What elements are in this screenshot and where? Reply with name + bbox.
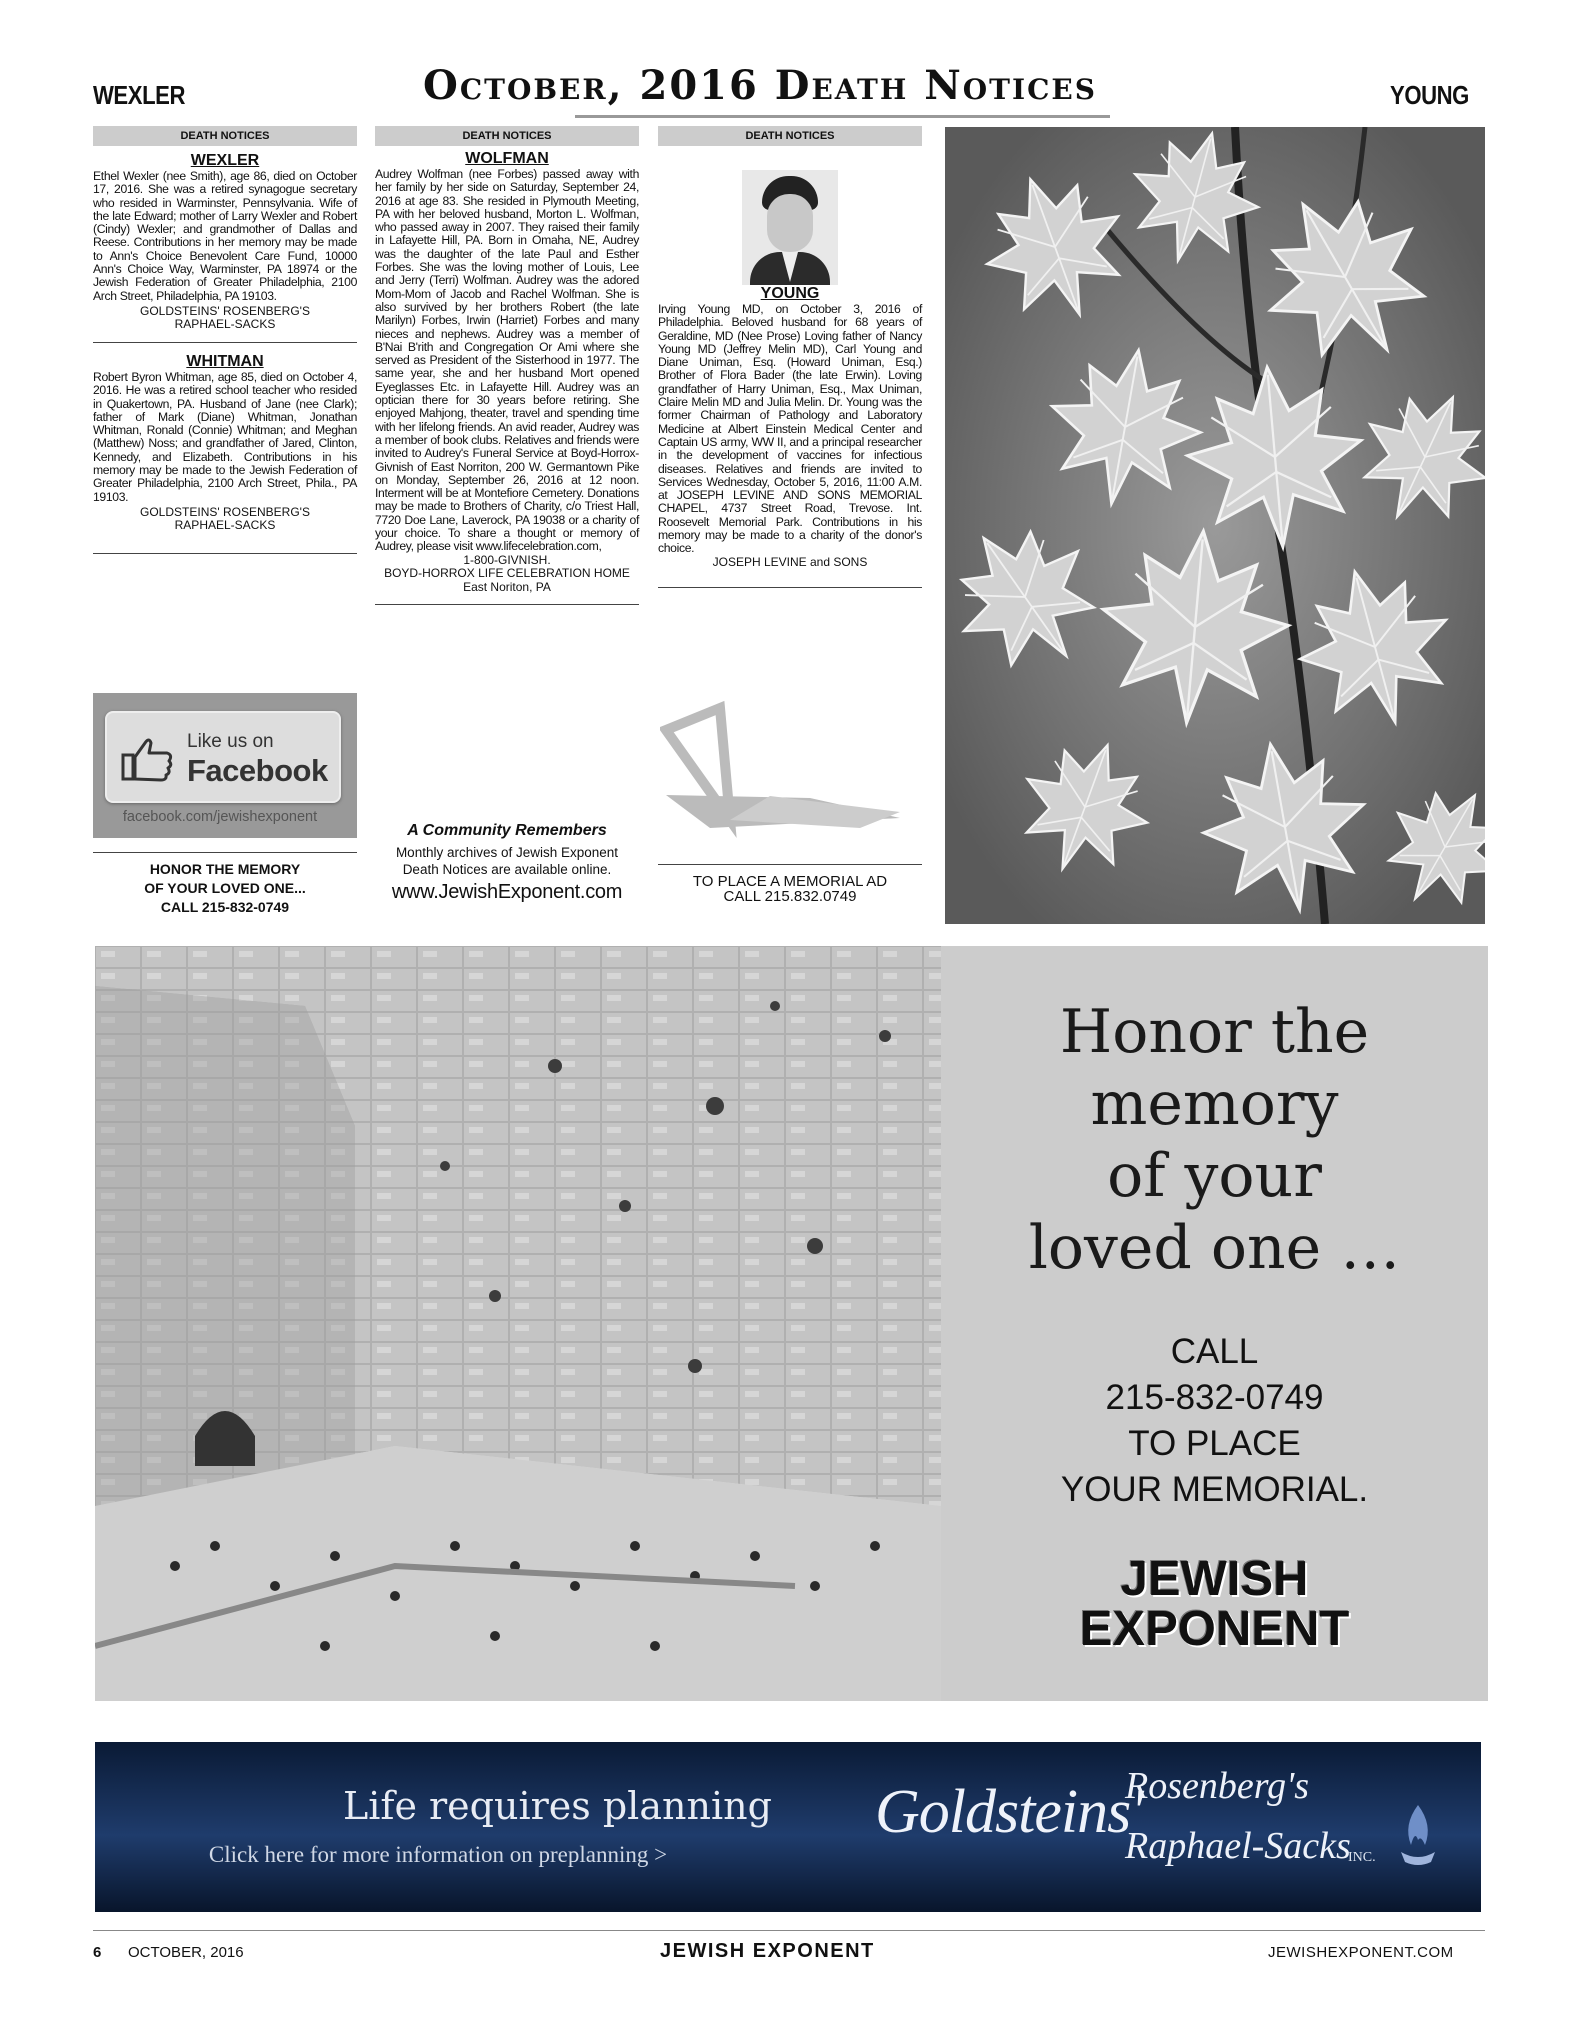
- footer-date: OCTOBER, 2016: [128, 1944, 244, 1961]
- memorial-ad-line-1: TO PLACE A MEMORIAL AD: [692, 873, 888, 890]
- death-notices-label: DEATH NOTICES: [658, 126, 922, 146]
- community-line-2: Death Notices are available online.: [402, 862, 612, 877]
- facebook-word: Facebook: [187, 753, 328, 788]
- divider: [658, 864, 922, 865]
- ad-serif-line-2: memory: [1090, 1069, 1339, 1139]
- banner-logo-inc: INC.: [1348, 1850, 1376, 1865]
- banner-title: Life requires planning: [343, 1784, 772, 1828]
- memorial-ad-note: [658, 874, 922, 904]
- notice-text-wolfman: Audrey Wolfman (nee Forbes) passed away with her family by her side on Saturday, September 24, 2016 at age 83. She resided in Plymouth Meeting, PA with her beloved husband, Morton L. Wolfman, who passed away in 2007. They raised their family in Lafayette Hill, PA. Born in Omaha, NE, Audrey was the daughter of the late Paul and Esther Forbes. She was the loving mother of Louis, Lee and Jerry (Terri) Wolfman. Audrey was the adored Mom-Mom of Jacob and Rachel Wolfman. She is also survived by her brothers Robert (the late Marilyn) Forbes, Irwin (Harriet) Forbes and many nieces and nephews. Audrey was a member of B'Nai B'rith and Congregation Or Ami where she served as President of the Sisterhood in 1977. The same year, she and her husband Mort opened Eyeglasses Etc. in Lafayette Hill. Audrey was an optician there for 30 years before retiring. She enjoyed Mahjong, theater, travel and spending time with her lifelong friends. An avid reader, Audrey was a member of book clubs. Relatives and friends were invited to Audrey's Funeral Service at Boyd-Horrox-Givnish of East Norriton, 200 W. Germantown Pike on Monday, September 26, 2016 at 12 noon. Interment will be at Montefiore Cemetery. Donations may be made to Brothers of Charity, c/o Triest Hall, 7720 Doe Lane, Laverock, PA 19038 or a charity of your choice. To share a thought or memory of Audrey, please visit www.lifecelebration.com,: [375, 167, 639, 554]
- death-notices-label: DEATH NOTICES: [375, 126, 639, 146]
- notice-text-whitman: Robert Byron Whitman, age 85, died on October 4, 2016. He was a retired school teacher who resided in Quakertown, PA. Husband of Jane (nee Clark); father of Mark (Diane) Whitman, Jonathan Whitman, Ronald (Connie) Whitman; and Meghan (Matthew) Noss; and grandfather of Jared, Clinton, Kennedy, and Elizabeth. Contributions in his memory may be made to the Jewish Federation of Greater Philadelphia, 2100 Arch Street, Phila., PA 19103.: [93, 369, 357, 504]
- divider: [93, 342, 357, 343]
- notice-name-wexler: WEXLER: [190, 152, 260, 169]
- funeral-home-wexler: GOLDSTEINS' ROSENBERG'S RAPHAEL-SACKS: [140, 303, 310, 332]
- title-underline: [575, 115, 1110, 118]
- honor-line-1: HONOR THE MEMORY: [149, 861, 301, 877]
- footer-website[interactable]: JEWISHEXPONENT.COM: [1268, 1944, 1454, 1961]
- column-3: [658, 126, 922, 588]
- ad-call-line-1: CALL: [1170, 1332, 1259, 1371]
- ad-call-line-3: TO PLACE: [1128, 1424, 1301, 1463]
- death-notices-label: DEATH NOTICES: [93, 126, 357, 146]
- ad-call-text: [941, 1329, 1488, 1513]
- community-url[interactable]: www.JewishExponent.com: [391, 881, 623, 903]
- western-wall-photo: [95, 946, 941, 1701]
- logo-line-2: EXPONENT: [1079, 1602, 1350, 1656]
- divider: [375, 604, 639, 605]
- notice-text-wexler: Ethel Wexler (nee Smith), age 86, died on October 17, 2016. She was a retired synagogue secretary who resided in Warminster, Pennsylvania. Wife of the late Edward; mother of Larry Wexler and Robert (Cindy) Wexler; and grandmother of Dallas and Reese. Contributions in her memory may be made to Ann's Choice Benevolent Care Fund, 10000 Ann's Choice Way, Warminster, PA 18974 or the Jewish Federation of Greater Philadelphia, 2100 Arch Street, Philadelphia, PA 19103.: [93, 169, 357, 303]
- ad-serif-line-1: Honor the: [1059, 997, 1370, 1067]
- footer-rule: [93, 1930, 1485, 1931]
- honor-memory-small-ad: [93, 860, 357, 917]
- notice-name-wolfman: WOLFMAN: [465, 150, 549, 167]
- divider: [658, 587, 922, 588]
- column-2: [375, 126, 639, 605]
- header-right-name: YOUNG: [1390, 80, 1469, 110]
- funeral-home-young: JOSEPH LEVINE and SONS: [712, 554, 868, 569]
- banner-subtitle[interactable]: Click here for more information on preplanning >: [208, 1842, 668, 1867]
- header-left-name: WEXLER: [93, 80, 185, 110]
- page-title: October, 2016 Death Notices: [423, 62, 1097, 109]
- community-remembers: [375, 822, 639, 904]
- notice-text-young: Irving Young MD, on October 3, 2016 of Philadelphia. Beloved husband for 68 years of Geraldine, MD (Nee Prose) Loving father of Nancy Young MD (Jeffrey Melin MD), Carl Young and Diane Uniman, Esq. (Howard Uniman, Esq.) Brother of Flora Bader (the late Erwin). Loving grandfather of Harry Uniman, Esq., Max Uniman, Claire Melin MD and Julia Melin. Dr. Young was the former Chairman of Pathology and Laboratory Medicine at Albert Einstein Medical Center and Captain US army, WW II, and a principal researcher in the development of vaccines for infectious diseases. Relatives and friends are invited to Services Wednesday, October 5, 2016, 11:00 A.M. at JOSEPH LEVINE AND SONS MEMORIAL CHAPEL, 4737 Street Road, Trevose. Int. Roosevelt Memorial Park. Contributions in his memory may be made to a charity of the donor's choice.: [658, 302, 922, 556]
- wolfman-phone: 1-800-GIVNISH.: [463, 552, 551, 567]
- honor-line-2: OF YOUR LOVED ONE...: [144, 880, 306, 896]
- community-line-1: Monthly archives of Jewish Exponent: [395, 845, 619, 860]
- maple-leaves-photo: [945, 127, 1485, 924]
- page-number: 6: [93, 1944, 102, 1961]
- star-of-david-icon: [660, 700, 910, 840]
- honor-line-3: CALL 215-832-0749: [160, 899, 290, 915]
- funeral-home-whitman: GOLDSTEINS' ROSENBERG'S RAPHAEL-SACKS: [140, 504, 310, 533]
- banner-logo-top: Rosenberg's: [1125, 1765, 1310, 1807]
- notice-name-whitman: WHITMAN: [186, 352, 264, 370]
- facebook-button[interactable]: [105, 711, 341, 803]
- preplanning-banner[interactable]: [95, 1742, 1481, 1912]
- memorial-ad-line-2: CALL 215.832.0749: [723, 888, 857, 905]
- facebook-like-text: Like us on: [187, 731, 274, 752]
- column-1: [93, 126, 357, 554]
- ad-call-line-4: YOUR MEMORIAL.: [1060, 1470, 1369, 1509]
- banner-logo-main: Goldsteins': [875, 1778, 1143, 1846]
- ad-serif-text: [941, 996, 1488, 1284]
- flame-icon: [1393, 1800, 1443, 1870]
- banner-logo-bottom: Raphael-Sacks: [1125, 1825, 1351, 1867]
- logo-line-1: JEWISH: [1120, 1552, 1309, 1606]
- ad-call-line-2: 215-832-0749: [1105, 1378, 1324, 1417]
- jewish-exponent-logo: [941, 1554, 1488, 1654]
- thumbs-up-icon: [121, 735, 175, 783]
- young-portrait: [742, 170, 838, 285]
- footer-publication: JEWISH EXPONENT: [660, 1940, 875, 1962]
- divider: [93, 852, 357, 853]
- facebook-ad[interactable]: [93, 693, 357, 838]
- divider: [93, 553, 357, 554]
- facebook-url[interactable]: facebook.com/jewishexponent: [122, 809, 318, 825]
- ad-serif-line-3: of your: [1107, 1141, 1322, 1211]
- community-title: A Community Remembers: [407, 822, 607, 839]
- memorial-ad[interactable]: [941, 946, 1488, 1701]
- notice-name-young: YOUNG: [760, 285, 820, 302]
- wolfman-location: East Noriton, PA: [463, 579, 551, 594]
- wolfman-funeral-home: BOYD-HORROX LIFE CELEBRATION HOME: [384, 566, 630, 581]
- ad-serif-line-4: loved one …: [1028, 1213, 1401, 1283]
